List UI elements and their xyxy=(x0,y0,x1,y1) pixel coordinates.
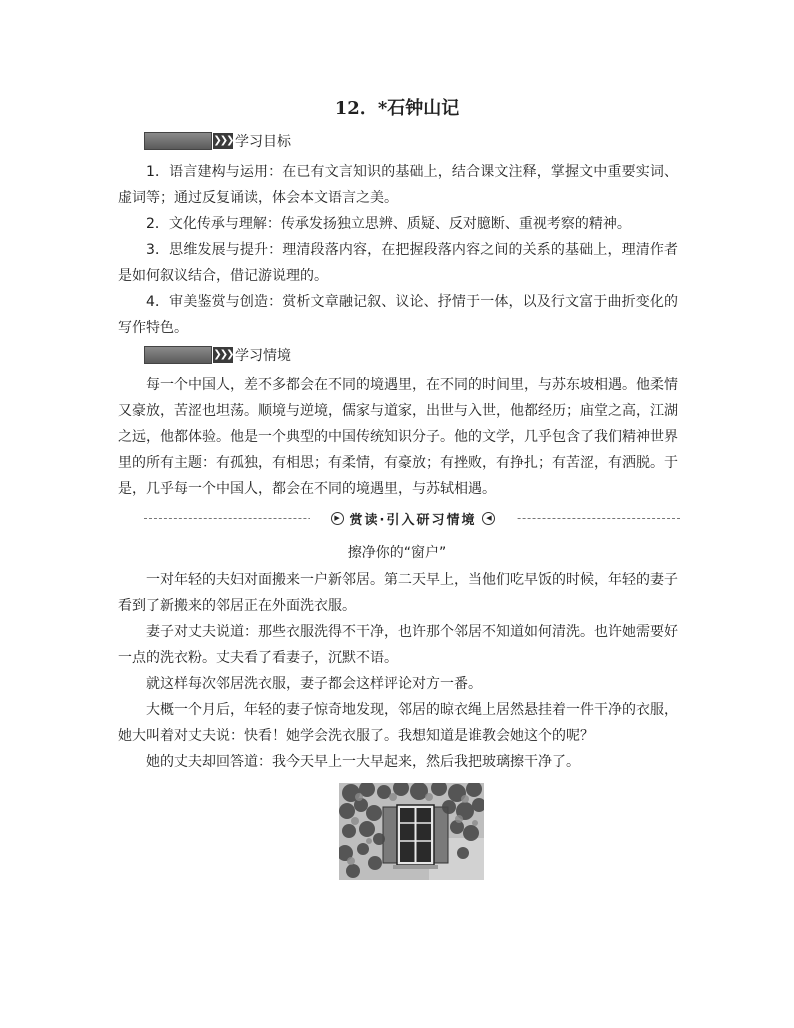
goal-item: 1．语言建构与运用：在已有文言知识的基础上，结合课文注释，掌握文中重要实词、虚词等；通过反复诵读，体会本文语言之美。 xyxy=(118,164,678,206)
window-illustration xyxy=(339,783,484,880)
goal-item: 2．文化传承与理解：传承发扬独立思辨、质疑、反对臆断、重视考察的精神。 xyxy=(146,216,631,232)
arrow-right-circle-icon: ▶ xyxy=(331,512,344,525)
section-header-situation xyxy=(144,345,291,365)
section-label: 学习目标 xyxy=(235,134,291,150)
story-paragraph: 妻子对丈夫说道：那些衣服洗得不干净，也许那个邻居不知道如何清洗。也许她需要好一点的洗衣粉。丈夫看了看妻子，沉默不语。 xyxy=(118,624,678,666)
goal-item: 4．审美鉴赏与创造：赏析文章融记叙、议论、抒情于一体，以及行文富于曲折变化的写作特色。 xyxy=(118,294,678,336)
story-title: 擦净你的“窗户” xyxy=(347,545,447,561)
arrow-left-circle-icon: ◀ xyxy=(482,512,495,525)
divider-label-text: 赏读·引入研习情境 xyxy=(349,512,477,528)
window-foliage-photo xyxy=(339,783,484,880)
goal-item: 3．思维发展与提升：理清段落内容，在把握段落内容之间的关系的基础上，理清作者是如何叙议结合，借记游说理的。 xyxy=(118,242,678,284)
story-paragraph: 一对年轻的夫妇对面搬来一户新邻居。第二天早上，当他们吃早饭的时候，年轻的妻子看到了新搬来的邻居正在外面洗衣服。 xyxy=(118,572,678,614)
divider-title xyxy=(310,509,516,527)
section-bar xyxy=(144,346,212,364)
section-label: 学习情境 xyxy=(235,348,291,364)
section-bar xyxy=(144,132,212,150)
triple-chevron-icon: ❯❯❯ xyxy=(213,133,233,149)
story-paragraph: 她的丈夫却回答道：我今天早上一大早起来，然后我把玻璃擦干净了。 xyxy=(146,754,580,770)
situation-paragraph: 每一个中国人，差不多都会在不同的境遇里，在不同的时间里，与苏东坡相遇。他柔情又豪放，苦涩也坦荡。顺境与逆境，儒家与道家，出世与入世，他都经历；庙堂之高，江湖之远，他都体验。他是一个典型的中国传统知识分子。他的文学，几乎包含了我们精神世界里的所有主题：有孤独，有相思；有柔情，有豪放；有挫败，有挣扎；有苦涩，有洒脱。于是，几乎每一个中国人，都会在不同的境遇里，与苏轼相遇。 xyxy=(118,377,678,497)
section-header-goals xyxy=(144,131,291,151)
lesson-title: 12．*石钟山记 xyxy=(334,98,460,119)
story-paragraph: 就这样每次邻居洗衣服，妻子都会这样评论对方一番。 xyxy=(146,676,482,692)
triple-chevron-icon: ❯❯❯ xyxy=(213,347,233,363)
story-paragraph: 大概一个月后，年轻的妻子惊奇地发现，邻居的晾衣绳上居然悬挂着一件干净的衣服，她大叫着对丈夫说：快看！她学会洗衣服了。我想知道是谁教会她这个的呢？ xyxy=(118,702,678,744)
